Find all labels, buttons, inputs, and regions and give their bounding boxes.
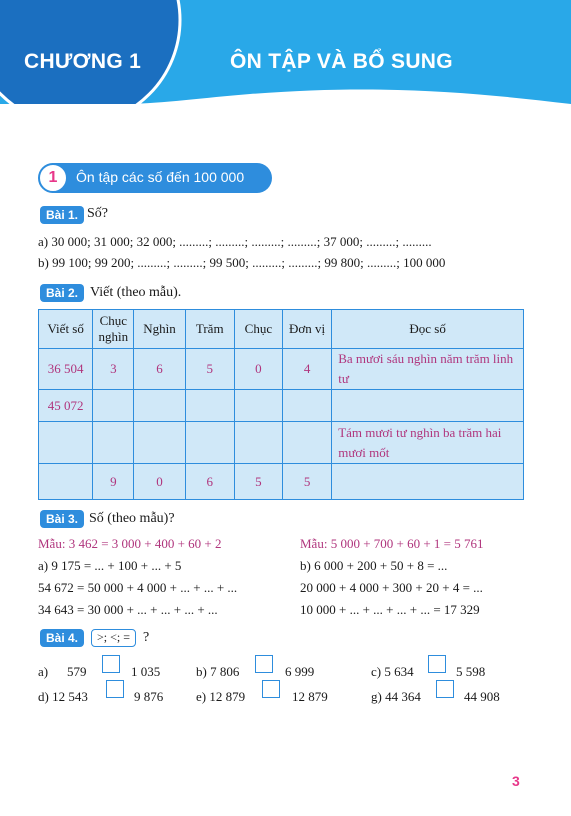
table-cell	[283, 390, 332, 422]
page-number: 3	[512, 773, 520, 789]
table-cell	[234, 390, 282, 422]
table-cell: 0	[134, 464, 185, 500]
chapter-label: CHƯƠNG 1	[24, 50, 142, 73]
table-cell: 0	[234, 349, 282, 390]
exercise-3-item-a3: 34 643 = 30 000 + ... + ... + ... + ...	[38, 602, 218, 617]
table-cell	[93, 422, 134, 464]
section-heading	[40, 163, 272, 193]
compare-c-right: 5 598	[456, 664, 486, 679]
exercise-4-tag: Bài 4.	[40, 629, 84, 647]
header-cell: Nghìn	[134, 310, 185, 349]
compare-b-right: 6 999	[285, 664, 315, 679]
table-cell	[39, 422, 93, 464]
table-cell: 3	[93, 349, 134, 390]
compare-g-label: g) 44 364	[371, 689, 421, 704]
chapter-header	[0, 0, 571, 104]
table-cell: 6	[134, 349, 185, 390]
table-cell: 5	[185, 349, 234, 390]
table-cell	[185, 390, 234, 422]
compare-d-right: 9 876	[134, 689, 164, 704]
exercise-1-prompt: Số?	[87, 206, 108, 221]
exercise-3-item-a2: 54 672 = 50 000 + 4 000 + ... + ... + ...	[38, 580, 238, 595]
exercise-3-item-a: a) 9 175 = ... + 100 + ... + 5	[38, 558, 182, 573]
table-cell	[39, 464, 93, 500]
compare-a-label: a)	[38, 664, 49, 679]
table-cell	[332, 390, 524, 422]
compare-b-label: b) 7 806	[196, 664, 240, 679]
compare-c-answer-box[interactable]	[428, 655, 446, 673]
compare-d-label: d) 12 543	[38, 689, 88, 704]
table-cell: 9	[93, 464, 134, 500]
comparison-symbols: >; <; =	[91, 629, 136, 647]
exercise-3-example-right: Mẫu: 5 000 + 700 + 60 + 1 = 5 761	[300, 536, 484, 551]
exercise-3-item-b: b) 6 000 + 200 + 50 + 8 = ...	[300, 558, 448, 573]
compare-e-label: e) 12 879	[196, 689, 246, 704]
header-cell: Chục	[234, 310, 282, 349]
table-cell: Ba mươi sáu nghìn năm trăm linh tư	[332, 349, 524, 390]
table-cell	[93, 390, 134, 422]
table-cell: 45 072	[39, 390, 93, 422]
compare-a-left: 579	[67, 664, 87, 679]
header-cell: Viết số	[39, 310, 93, 349]
compare-d-answer-box[interactable]	[106, 680, 124, 698]
section-number: 1	[38, 163, 68, 193]
exercise-3-example-left: Mẫu: 3 462 = 3 000 + 400 + 60 + 2	[38, 536, 222, 551]
table-cell: Tám mươi tư nghìn ba trăm hai mươi mốt	[332, 422, 524, 464]
exercise-3-item-b2: 20 000 + 4 000 + 300 + 20 + 4 = ...	[300, 580, 483, 595]
table-cell	[134, 422, 185, 464]
table-cell: 4	[283, 349, 332, 390]
exercise-3-prompt: Số (theo mẫu)?	[89, 511, 175, 526]
place-value-table	[38, 309, 524, 500]
chapter-title: ÔN TẬP VÀ BỔ SUNG	[230, 50, 453, 73]
table-cell: 5	[283, 464, 332, 500]
header-cell: Đọc số	[332, 310, 524, 349]
exercise-3-item-b3: 10 000 + ... + ... + ... + ... = 17 329	[300, 602, 480, 617]
compare-b-answer-box[interactable]	[255, 655, 273, 673]
exercise-1-line-a: a) 30 000; 31 000; 32 000; .........; .........; .........; .........; 37 000; .........; .........	[38, 234, 432, 249]
table-row	[39, 349, 524, 390]
compare-c-label: c) 5 634	[371, 664, 414, 679]
table-cell	[185, 422, 234, 464]
compare-a-answer-box[interactable]	[102, 655, 120, 673]
header-cell: Đơn vị	[283, 310, 332, 349]
table-cell: 6	[185, 464, 234, 500]
exercise-2-tag: Bài 2.	[40, 284, 84, 302]
table-cell: 36 504	[39, 349, 93, 390]
exercise-1-tag: Bài 1.	[40, 206, 84, 224]
exercise-4-suffix: ?	[143, 630, 150, 645]
table-row	[39, 390, 524, 422]
section-title: Ôn tập các số đến 100 000	[76, 169, 245, 185]
exercise-3-tag: Bài 3.	[40, 510, 84, 528]
compare-a-right: 1 035	[131, 664, 161, 679]
table-cell	[134, 390, 185, 422]
compare-e-right: 12 879	[292, 689, 328, 704]
table-row	[39, 422, 524, 464]
exercise-2-prompt: Viết (theo mẫu).	[90, 285, 182, 300]
compare-g-right: 44 908	[464, 689, 500, 704]
header-cell: Trăm	[185, 310, 234, 349]
table-cell: 5	[234, 464, 282, 500]
table-cell	[234, 422, 282, 464]
compare-e-answer-box[interactable]	[262, 680, 280, 698]
header-cell: Chục nghìn	[93, 310, 134, 349]
table-header-row	[39, 310, 524, 349]
table-cell	[332, 464, 524, 500]
table-cell	[283, 422, 332, 464]
exercise-1-line-b: b) 99 100; 99 200; .........; .........; 99 500; .........; .........; 99 800; .........; 100 000	[38, 255, 446, 270]
compare-g-answer-box[interactable]	[436, 680, 454, 698]
table-row	[39, 464, 524, 500]
